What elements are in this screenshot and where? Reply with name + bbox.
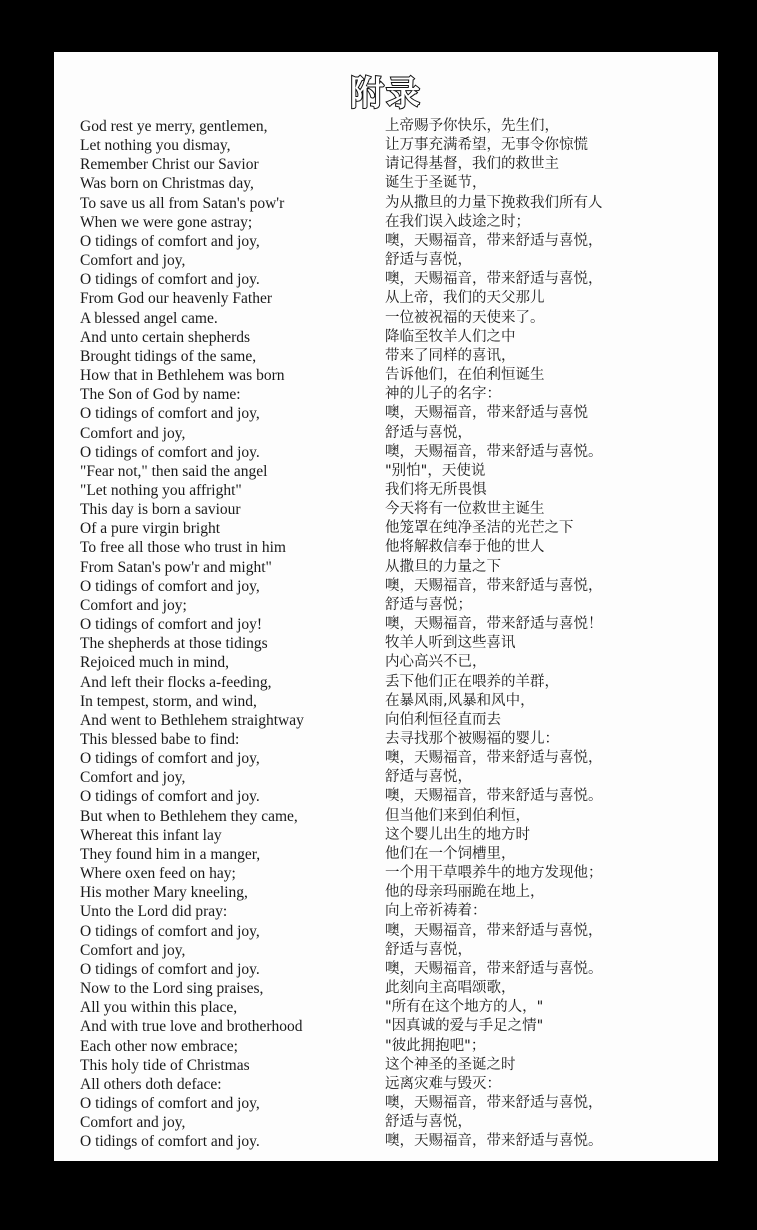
english-lyric-line: In tempest, storm, and wind, (80, 692, 257, 710)
english-lyric-line: O tidings of comfort and joy. (80, 1133, 260, 1151)
english-lyric-line: And left their flocks a-feeding, (80, 673, 272, 691)
english-lyric-line: "Let nothing you affright" (80, 481, 242, 499)
chinese-lyric-line: 噢，天赐福音，带来舒适与喜悦。 (385, 960, 603, 977)
english-lyric-line: "Fear not," then said the angel (80, 462, 268, 480)
chinese-lyric-line: 噢，天赐福音，带来舒适与喜悦。 (385, 443, 603, 460)
chinese-lyric-line: 噢，天赐福音，带来舒适与喜悦。 (385, 1133, 603, 1150)
english-lyric-line: Each other now embrace; (80, 1037, 238, 1055)
english-lyric-line: O tidings of comfort and joy, (80, 577, 260, 595)
english-lyric-line: O tidings of comfort and joy, (80, 750, 260, 768)
chinese-lyric-line: 请记得基督，我们的救世主 (385, 156, 559, 173)
chinese-lyric-line: "别怕"，天使说 (385, 462, 486, 479)
chinese-lyric-line: 降临至牧羊人们之中 (385, 328, 516, 345)
chinese-lyric-line: "所有在这个地方的人，" (385, 999, 544, 1016)
chinese-lyric-line: 一个用干草喂养牛的地方发现他； (385, 865, 603, 882)
english-lyric-line: Comfort and joy, (80, 769, 186, 787)
english-lyric-line: O tidings of comfort and joy. (80, 788, 260, 806)
chinese-lyric-line: 牧羊人听到这些喜讯 (385, 635, 516, 652)
english-lyric-line: From Satan's pow'r and might" (80, 558, 272, 576)
english-lyric-line: Let nothing you dismay, (80, 137, 231, 155)
chinese-lyric-line: 舒适与喜悦， (385, 252, 472, 269)
english-lyric-line: And with true love and brotherhood (80, 1018, 303, 1036)
chinese-lyric-line: 诞生于圣诞节， (385, 175, 487, 192)
chinese-lyric-line: 他的母亲玛丽跪在地上， (385, 884, 545, 901)
chinese-lyric-line: 他笼罩在纯净圣洁的光芒之下 (385, 520, 574, 537)
chinese-lyric-line: 噢，天赐福音，带来舒适与喜悦， (385, 577, 603, 594)
chinese-lyric-line: 去寻找那个被赐福的婴儿： (385, 731, 559, 747)
chinese-lyric-line: 我们将无所畏惧 (385, 481, 487, 498)
english-lyric-line: This day is born a saviour (80, 501, 241, 519)
english-lyrics-column (80, 117, 380, 1151)
english-lyric-line: O tidings of comfort and joy. (80, 271, 260, 289)
chinese-lyric-line: 从撒旦的力量之下 (385, 558, 501, 575)
english-lyric-line: Comfort and joy, (80, 941, 186, 959)
english-lyric-line: O tidings of comfort and joy, (80, 922, 260, 940)
english-lyric-line: O tidings of comfort and joy, (80, 232, 260, 250)
english-lyric-line: Whereat this infant lay (80, 826, 222, 844)
chinese-lyric-line: 噢，天赐福音，带来舒适与喜悦， (385, 1094, 603, 1111)
chinese-lyric-line: 舒适与喜悦， (385, 424, 472, 441)
chinese-lyric-line: 这个婴儿出生的地方时 (385, 826, 530, 843)
chinese-lyric-line: 噢，天赐福音，带来舒适与喜悦， (385, 750, 603, 767)
chinese-lyric-line: 向上帝祈祷着： (385, 903, 487, 920)
chinese-lyric-line: 带来了同样的喜讯， (385, 347, 516, 364)
chinese-lyric-line: 噢，天赐福音，带来舒适与喜悦。 (385, 788, 603, 805)
english-lyric-line: His mother Mary kneeling, (80, 884, 248, 902)
english-lyric-line: A blessed angel came. (80, 309, 218, 327)
chinese-lyric-line: "因真诚的爱与手足之情" (385, 1018, 544, 1035)
chinese-lyric-line: 但当他们来到伯利恒， (385, 807, 530, 824)
chinese-lyric-line: 噢，天赐福音，带来舒适与喜悦， (385, 232, 603, 249)
document-page (54, 52, 718, 1161)
english-lyric-line: Of a pure virgin bright (80, 520, 221, 538)
chinese-lyric-line: 让万事充满希望，无事令你惊慌 (385, 137, 588, 154)
chinese-lyric-line: 噢，天赐福音，带来舒适与喜悦， (385, 922, 603, 939)
chinese-lyric-line: 噢，天赐福音，带来舒适与喜悦 (385, 405, 588, 422)
english-lyric-line: Comfort and joy, (80, 1114, 186, 1132)
english-lyric-line: O tidings of comfort and joy, (80, 1094, 260, 1112)
english-lyric-line: From God our heavenly Father (80, 290, 272, 308)
chinese-lyric-line: 为从撒旦的力量下挽救我们所有人 (385, 194, 603, 211)
english-lyric-line: This holy tide of Christmas (80, 1056, 250, 1074)
english-lyric-line: Now to the Lord sing praises, (80, 980, 264, 998)
english-lyric-line: O tidings of comfort and joy. (80, 960, 260, 978)
chinese-lyric-line: 在我们误入歧途之时； (385, 213, 530, 230)
english-lyric-line: Comfort and joy, (80, 252, 186, 270)
chinese-lyric-line: 他们在一个饲槽里， (385, 845, 516, 862)
english-lyric-line: To free all those who trust in him (80, 539, 286, 557)
english-lyric-line: But when to Bethlehem they came, (80, 807, 298, 825)
chinese-lyric-line: 神的儿子的名字： (385, 386, 501, 403)
english-lyric-line: Remember Christ our Savior (80, 156, 259, 174)
chinese-lyric-line: 远离灾难与毁灭： (385, 1075, 501, 1092)
chinese-lyric-line: 此刻向主高唱颂歌， (385, 980, 516, 997)
english-lyric-line: Where oxen feed on hay; (80, 865, 236, 883)
chinese-lyric-line: 舒适与喜悦， (385, 941, 472, 958)
english-lyric-line: And unto certain shepherds (80, 328, 251, 346)
chinese-lyric-line: 噢，天赐福音，带来舒适与喜悦！ (385, 616, 603, 633)
page-title: 附录 (350, 74, 422, 114)
english-lyric-line: All you within this place, (80, 999, 238, 1017)
english-lyric-line: O tidings of comfort and joy! (80, 616, 263, 634)
chinese-lyric-line: 他将解救信奉于他的世人 (385, 539, 545, 556)
chinese-lyric-line: 舒适与喜悦， (385, 769, 472, 786)
chinese-lyric-line: 噢，天赐福音，带来舒适与喜悦， (385, 271, 603, 288)
chinese-lyric-line: 内心高兴不已， (385, 654, 487, 671)
english-lyric-line: Rejoiced much in mind, (80, 654, 229, 672)
chinese-lyric-line: 一位被祝福的天使来了。 (385, 309, 545, 326)
english-lyric-line: This blessed babe to find: (80, 731, 240, 748)
english-lyric-line: Unto the Lord did pray: (80, 903, 228, 921)
chinese-lyric-line: 向伯利恒径直而去 (385, 711, 501, 728)
english-lyric-line: To save us all from Satan's pow'r (80, 194, 285, 212)
english-lyric-line: The shepherds at those tidings (80, 635, 268, 653)
english-lyric-line: And went to Bethlehem straightway (80, 711, 304, 729)
english-lyric-line: Was born on Christmas day, (80, 175, 254, 193)
chinese-lyric-line: 舒适与喜悦； (385, 596, 472, 613)
english-lyric-line: They found him in a manger, (80, 845, 261, 863)
chinese-lyric-line: 丢下他们正在喂养的羊群， (385, 673, 559, 690)
chinese-lyric-line: 在暴风雨,风暴和风中， (385, 692, 535, 709)
english-lyric-line: All others doth deface: (80, 1075, 222, 1093)
english-lyric-line: Comfort and joy; (80, 596, 187, 614)
chinese-lyric-line: 这个神圣的圣诞之时 (385, 1056, 516, 1073)
chinese-lyric-line: 告诉他们，在伯利恒诞生 (385, 367, 545, 384)
english-lyric-line: The Son of God by name: (80, 386, 241, 404)
english-lyric-line: O tidings of comfort and joy, (80, 405, 260, 423)
english-lyric-line: God rest ye merry, gentlemen, (80, 118, 268, 135)
chinese-lyric-line: 舒适与喜悦， (385, 1114, 472, 1131)
english-lyric-line: Comfort and joy, (80, 424, 186, 442)
chinese-lyric-line: "彼此拥抱吧"； (385, 1037, 486, 1054)
chinese-lyrics-column (385, 117, 715, 1151)
english-lyric-line: O tidings of comfort and joy. (80, 443, 260, 461)
chinese-lyric-line: 上帝赐予你快乐，先生们， (385, 118, 559, 134)
english-lyric-line: When we were gone astray; (80, 213, 253, 231)
english-lyric-line: Brought tidings of the same, (80, 347, 257, 365)
english-lyric-line: How that in Bethlehem was born (80, 367, 285, 385)
chinese-lyric-line: 今天将有一位救世主诞生 (385, 501, 545, 518)
chinese-lyric-line: 从上帝，我们的天父那儿 (385, 290, 545, 307)
